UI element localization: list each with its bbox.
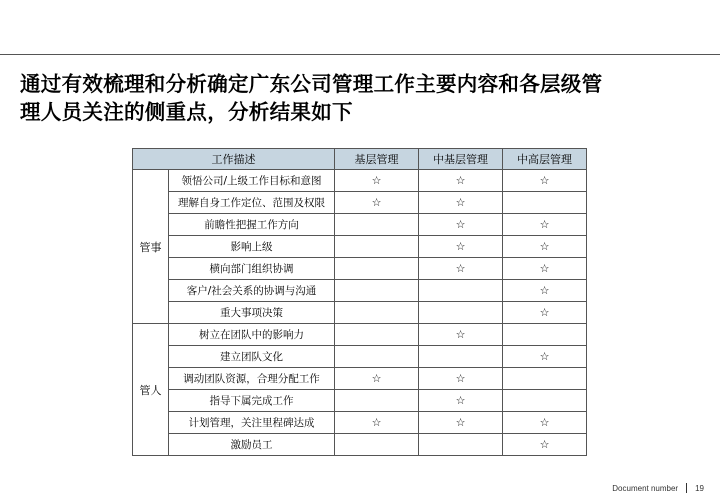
work-description-cell: 树立在团队中的影响力 bbox=[169, 324, 335, 346]
table-row bbox=[133, 280, 587, 302]
star-mark-mid: ☆ bbox=[419, 214, 503, 236]
category-cell: 管事 bbox=[133, 170, 169, 324]
star-mark-mid bbox=[419, 280, 503, 302]
star-mark-senior: ☆ bbox=[503, 170, 587, 192]
star-mark-mid: ☆ bbox=[419, 192, 503, 214]
work-description-cell: 计划管理，关注里程碑达成 bbox=[169, 412, 335, 434]
page-footer bbox=[612, 483, 704, 493]
work-description-cell: 调动团队资源，合理分配工作 bbox=[169, 368, 335, 390]
title-line-2: 理人员关注的侧重点，分析结果如下 bbox=[20, 100, 353, 124]
document-number-label: Document number bbox=[612, 483, 679, 493]
star-mark-senior: ☆ bbox=[503, 258, 587, 280]
star-mark-senior bbox=[503, 390, 587, 412]
star-mark-basic: ☆ bbox=[335, 368, 419, 390]
star-mark-mid: ☆ bbox=[419, 368, 503, 390]
work-description-cell: 理解自身工作定位、范围及权限 bbox=[169, 192, 335, 214]
star-mark-mid bbox=[419, 346, 503, 368]
star-mark-senior: ☆ bbox=[503, 302, 587, 324]
work-description-cell: 指导下属完成工作 bbox=[169, 390, 335, 412]
work-description-cell: 激励员工 bbox=[169, 434, 335, 456]
table-row bbox=[133, 236, 587, 258]
star-mark-mid bbox=[419, 434, 503, 456]
star-mark-basic bbox=[335, 236, 419, 258]
table-row bbox=[133, 434, 587, 456]
star-mark-basic: ☆ bbox=[335, 412, 419, 434]
star-mark-mid: ☆ bbox=[419, 170, 503, 192]
header-basic-management: 基层管理 bbox=[335, 149, 419, 170]
work-description-cell: 客户/社会关系的协调与沟通 bbox=[169, 280, 335, 302]
star-mark-mid bbox=[419, 302, 503, 324]
table-row bbox=[133, 412, 587, 434]
table-header-row bbox=[133, 149, 587, 170]
table-row bbox=[133, 346, 587, 368]
work-description-cell: 影响上级 bbox=[169, 236, 335, 258]
top-divider bbox=[0, 54, 720, 55]
work-description-cell: 领悟公司/上级工作目标和意图 bbox=[169, 170, 335, 192]
star-mark-mid: ☆ bbox=[419, 390, 503, 412]
star-mark-senior: ☆ bbox=[503, 412, 587, 434]
work-description-cell: 横向部门组织协调 bbox=[169, 258, 335, 280]
star-mark-basic: ☆ bbox=[335, 170, 419, 192]
header-senior-management: 中高层管理 bbox=[503, 149, 587, 170]
table-row bbox=[133, 258, 587, 280]
work-description-cell: 建立团队文化 bbox=[169, 346, 335, 368]
star-mark-basic bbox=[335, 434, 419, 456]
star-mark-senior: ☆ bbox=[503, 346, 587, 368]
star-mark-senior: ☆ bbox=[503, 434, 587, 456]
page-number: 19 bbox=[695, 483, 704, 493]
star-mark-basic bbox=[335, 258, 419, 280]
work-description-cell: 重大事项决策 bbox=[169, 302, 335, 324]
star-mark-senior: ☆ bbox=[503, 236, 587, 258]
star-mark-basic: ☆ bbox=[335, 192, 419, 214]
star-mark-senior: ☆ bbox=[503, 214, 587, 236]
star-mark-basic bbox=[335, 324, 419, 346]
star-mark-basic bbox=[335, 214, 419, 236]
star-mark-senior bbox=[503, 324, 587, 346]
table-row bbox=[133, 302, 587, 324]
star-mark-mid: ☆ bbox=[419, 412, 503, 434]
star-mark-senior: ☆ bbox=[503, 280, 587, 302]
table-row bbox=[133, 192, 587, 214]
header-work-description: 工作描述 bbox=[133, 149, 335, 170]
table-row bbox=[133, 214, 587, 236]
page-title bbox=[20, 70, 710, 126]
star-mark-basic bbox=[335, 390, 419, 412]
table-row bbox=[133, 170, 587, 192]
star-mark-basic bbox=[335, 302, 419, 324]
star-mark-basic bbox=[335, 346, 419, 368]
header-mid-management: 中基层管理 bbox=[419, 149, 503, 170]
star-mark-senior bbox=[503, 192, 587, 214]
table-row bbox=[133, 368, 587, 390]
star-mark-senior bbox=[503, 368, 587, 390]
star-mark-basic bbox=[335, 280, 419, 302]
star-mark-mid: ☆ bbox=[419, 236, 503, 258]
star-mark-mid: ☆ bbox=[419, 324, 503, 346]
table-row bbox=[133, 324, 587, 346]
management-focus-table bbox=[132, 148, 587, 456]
work-description-cell: 前瞻性把握工作方向 bbox=[169, 214, 335, 236]
category-cell: 管人 bbox=[133, 324, 169, 456]
footer-divider bbox=[686, 483, 687, 493]
table-row bbox=[133, 390, 587, 412]
star-mark-mid: ☆ bbox=[419, 258, 503, 280]
title-line-1: 通过有效梳理和分析确定广东公司管理工作主要内容和各层级管 bbox=[20, 72, 603, 96]
